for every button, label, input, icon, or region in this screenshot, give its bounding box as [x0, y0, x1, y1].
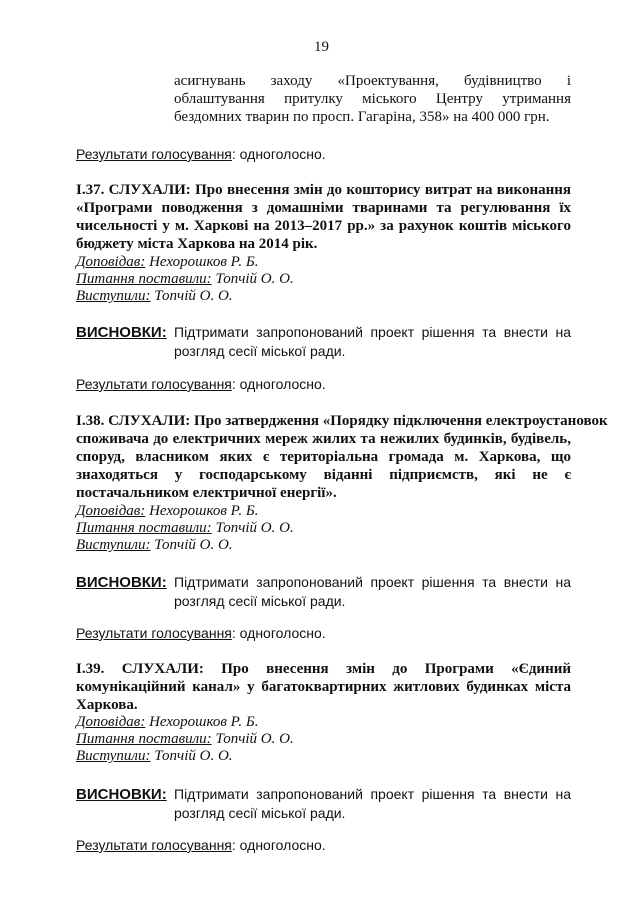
- conclusions-label: ВИСНОВКИ:: [76, 574, 167, 591]
- item-38-line-2: споживача до електричних мереж жилих та нежилих будинків, будівель,: [76, 431, 571, 447]
- spoke-label: Виступили:: [76, 748, 151, 764]
- item-37-speaker: [76, 254, 258, 271]
- spoke-name: Топчій О. О.: [150, 748, 233, 764]
- spoke-name: Топчій О. О.: [150, 537, 233, 553]
- speaker-name: Нехорошков Р. Б.: [145, 503, 259, 519]
- questions-name: Топчій О. О.: [211, 731, 294, 747]
- speaker-label: Доповідав:: [76, 714, 146, 730]
- speaker-name: Нехорошков Р. Б.: [145, 254, 259, 270]
- item-39-line-2: комунікаційний канал» у багатоквартирних житлових будинках міста: [76, 679, 571, 695]
- item-38-questions: [76, 520, 294, 537]
- spoke-label: Виступили:: [76, 537, 151, 553]
- item-38-conclusions-label-row: [76, 574, 167, 592]
- item-37-conclusions-line-2: розгляд сесії міської ради.: [174, 343, 346, 359]
- item-39-speaker: [76, 714, 258, 731]
- vote-value: : одноголосно.: [231, 625, 326, 641]
- item-39-conclusions-label-row: [76, 786, 167, 804]
- conclusions-label: ВИСНОВКИ:: [76, 324, 167, 341]
- item-37-questions: [76, 271, 294, 288]
- item-38-line-3: споруд, власником яких є територіальна громада м. Харкова, що: [76, 449, 571, 465]
- item-39-spoke: [76, 748, 233, 765]
- vote-value: : одноголосно.: [231, 376, 326, 392]
- item-38-conclusions-line-1: Підтримати запропонований проект рішення та внести на: [174, 574, 571, 590]
- vote-label: Результати голосування: [76, 376, 232, 392]
- questions-label: Питання поставили:: [76, 520, 212, 536]
- questions-name: Топчій О. О.: [211, 520, 294, 536]
- vote-value: : одноголосно.: [231, 146, 326, 162]
- vote-value: : одноголосно.: [231, 837, 326, 853]
- questions-name: Топчій О. О.: [211, 271, 294, 287]
- item-39-conclusions-line-1: Підтримати запропонований проект рішення та внести на: [174, 786, 571, 802]
- intro-line-1: асигнувань заходу «Проектування, будівництво і: [174, 73, 571, 89]
- vote-result-2: [76, 376, 326, 394]
- item-38-spoke: [76, 537, 233, 554]
- intro-line-2: облаштування притулку міського Центру утримання: [174, 91, 571, 107]
- item-37-spoke: [76, 288, 233, 305]
- conclusions-label: ВИСНОВКИ:: [76, 786, 167, 803]
- item-37-line-4: бюджету міста Харкова на 2014 рік.: [76, 236, 318, 252]
- vote-label: Результати голосування: [76, 146, 232, 162]
- item-37-line-2: «Програми поводження з домашніми тваринами та регулювання їх: [76, 200, 571, 216]
- item-39-conclusions-line-2: розгляд сесії міської ради.: [174, 805, 346, 821]
- vote-label: Результати голосування: [76, 837, 232, 853]
- questions-label: Питання поставили:: [76, 271, 212, 287]
- item-37-line-3: чисельності у м. Харкові на 2013–2017 рр.» за рахунок коштів міського: [76, 218, 571, 234]
- item-37-conclusions-label-row: [76, 324, 167, 342]
- vote-result-3: [76, 625, 326, 643]
- item-38-speaker: [76, 503, 258, 520]
- page-number: 19: [314, 39, 329, 55]
- spoke-name: Топчій О. О.: [150, 288, 233, 304]
- item-38-conclusions-line-2: розгляд сесії міської ради.: [174, 593, 346, 609]
- item-39-line-3: Харкова.: [76, 697, 138, 713]
- intro-line-3: бездомних тварин по просп. Гагаріна, 358» на 400 000 грн.: [174, 109, 550, 125]
- speaker-name: Нехорошков Р. Б.: [145, 714, 259, 730]
- speaker-label: Доповідав:: [76, 503, 146, 519]
- questions-label: Питання поставили:: [76, 731, 212, 747]
- item-37-line-1: І.37. СЛУХАЛИ: Про внесення змін до кошторису витрат на виконання: [76, 182, 571, 198]
- vote-result-1: [76, 146, 326, 164]
- item-38-line-1: І.38. СЛУХАЛИ: Про затвердження «Порядку підключення електроустановок: [76, 413, 608, 429]
- item-37-conclusions-line-1: Підтримати запропонований проект рішення та внести на: [174, 324, 571, 340]
- item-39-line-1: І.39. СЛУХАЛИ: Про внесення змін до Програми «Єдиний: [76, 661, 571, 677]
- speaker-label: Доповідав:: [76, 254, 146, 270]
- vote-label: Результати голосування: [76, 625, 232, 641]
- item-38-line-5: постачальником електричної енергії».: [76, 485, 337, 501]
- spoke-label: Виступили:: [76, 288, 151, 304]
- item-38-line-4: знаходяться у господарському віданні підприємств, які не є: [76, 467, 571, 483]
- vote-result-4: [76, 837, 326, 855]
- item-39-questions: [76, 731, 294, 748]
